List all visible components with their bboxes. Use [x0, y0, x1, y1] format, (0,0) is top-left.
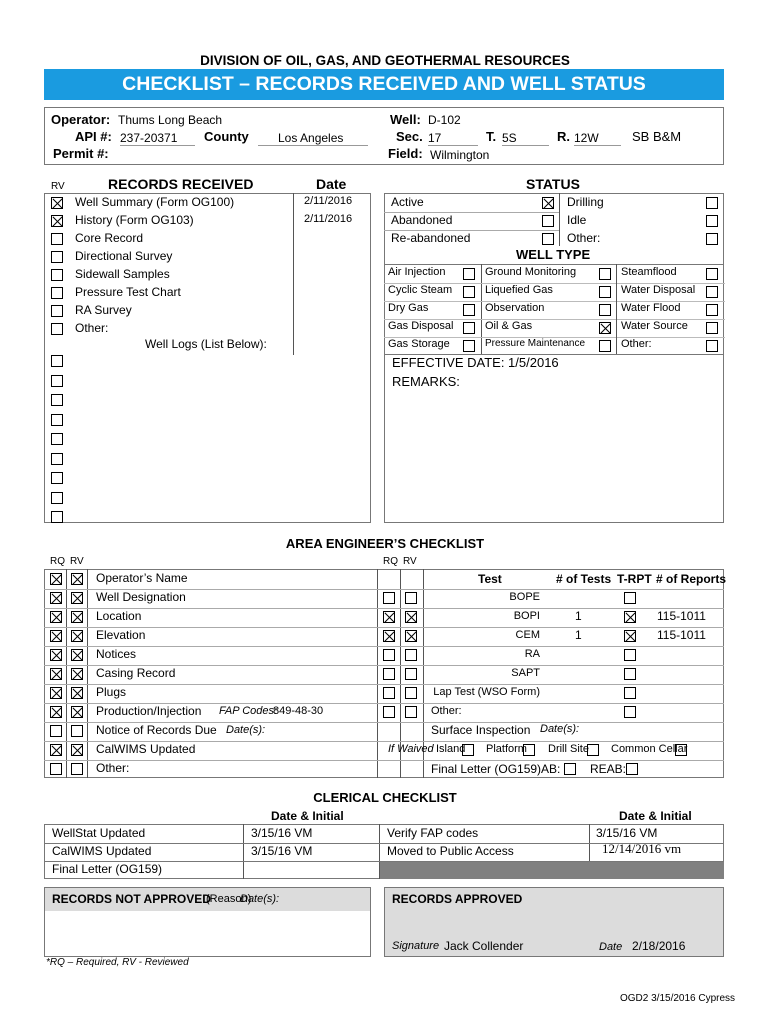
- r-label: R.: [557, 129, 570, 144]
- rq-checkbox[interactable]: [50, 725, 62, 737]
- status-label: Idle: [567, 213, 587, 227]
- form-title: CHECKLIST – RECORDS RECEIVED AND WELL STATUS: [122, 73, 646, 95]
- island-label: Island: [436, 743, 466, 755]
- clerical-title: CLERICAL CHECKLIST: [313, 790, 457, 805]
- well-value: D-102: [428, 113, 461, 127]
- date-column-title: Date: [316, 176, 347, 192]
- reason-label: (Reason): [206, 893, 252, 905]
- rv-checkbox[interactable]: [71, 649, 83, 661]
- test-rv-checkbox[interactable]: [405, 592, 417, 604]
- test-reports: 115-1011: [657, 628, 706, 642]
- t-label: T.: [486, 129, 497, 144]
- test-rq-checkbox[interactable]: [383, 611, 395, 623]
- clerical-item-label: Final Letter (OG159): [52, 862, 163, 876]
- records-received-title: RECORDS RECEIVED: [108, 176, 254, 192]
- rv-checkbox[interactable]: [71, 611, 83, 623]
- footnote: *RQ – Required, RV - Reviewed: [46, 957, 189, 968]
- status-label: Re-abandoned: [391, 231, 471, 245]
- clerical-shaded-cell: [380, 862, 724, 879]
- rv-checkbox[interactable]: [71, 744, 83, 756]
- final-letter-label: Final Letter (OG159): [431, 762, 542, 776]
- trpt-header: T-RPT: [617, 572, 652, 586]
- record-checkbox[interactable]: [51, 305, 63, 317]
- rq-checkbox[interactable]: [50, 687, 62, 699]
- trpt-checkbox[interactable]: [624, 630, 636, 642]
- sec-value: 17: [428, 131, 478, 146]
- t-value: 5S: [502, 131, 549, 146]
- effective-date: EFFECTIVE DATE: 1/5/2016: [392, 355, 559, 370]
- test-rq-checkbox[interactable]: [383, 668, 395, 680]
- well-log-checkbox[interactable]: [51, 433, 63, 445]
- base-meridian: SB B&M: [632, 129, 682, 144]
- record-checkbox[interactable]: [51, 269, 63, 281]
- well-logs-label: Well Logs (List Below):: [145, 337, 267, 351]
- well-log-checkbox[interactable]: [51, 453, 63, 465]
- record-checkbox[interactable]: [51, 233, 63, 245]
- status-title: STATUS: [526, 176, 580, 192]
- common-cellar-label: Common Cellar: [611, 743, 688, 755]
- county-label: County: [204, 129, 249, 144]
- test-rv-checkbox[interactable]: [405, 630, 417, 642]
- clerical-item-label: CalWIMS Updated: [52, 844, 152, 858]
- well-type-checkbox[interactable]: [463, 304, 475, 316]
- record-date: 2/11/2016: [304, 195, 353, 207]
- trpt-checkbox[interactable]: [624, 668, 636, 680]
- division-heading: DIVISION OF OIL, GAS, AND GEOTHERMAL RESOURCES: [200, 53, 570, 68]
- not-approved-label: RECORDS NOT APPROVED: [52, 892, 211, 906]
- not-approved-dates-label: Date(s):: [240, 893, 280, 905]
- engineer-item-label: Production/Injection: [96, 704, 202, 718]
- test-name: BOPE: [509, 591, 540, 603]
- rv-checkbox[interactable]: [71, 573, 83, 585]
- well-type-checkbox[interactable]: [706, 304, 718, 316]
- rv-checkbox[interactable]: [71, 763, 83, 775]
- well-type-label: Observation: [485, 302, 545, 314]
- well-type-checkbox[interactable]: [706, 322, 718, 334]
- test-name: BOPI: [513, 610, 540, 622]
- engineer-item-label: Plugs: [96, 685, 127, 699]
- clerical-item-value: 3/15/16 VM: [251, 844, 313, 858]
- clerical-item-value: 12/14/2016 vm: [602, 841, 682, 856]
- field-label: Field:: [388, 146, 423, 161]
- fap-codes-value: 849-48-30: [273, 705, 324, 717]
- num-tests-header: # of Tests: [556, 572, 612, 586]
- well-log-checkbox[interactable]: [51, 492, 63, 504]
- clerical-item-value: 3/15/16 VM: [251, 826, 313, 840]
- clerical-date-initial-left: Date & Initial: [271, 809, 344, 823]
- platform-checkbox[interactable]: [523, 744, 535, 756]
- operator-label: Operator:: [51, 112, 111, 127]
- engineer-item-label: Other:: [96, 761, 130, 775]
- engineer-item-label: Notice of Records Due: [96, 723, 217, 737]
- well-type-checkbox[interactable]: [599, 322, 611, 334]
- well-type-label: Water Source: [621, 320, 688, 332]
- rq-column-label-right: RQ: [383, 556, 398, 567]
- well-type-checkbox[interactable]: [463, 268, 475, 280]
- well-type-label: Steamflood: [621, 266, 677, 278]
- rq-checkbox[interactable]: [50, 706, 62, 718]
- clerical-date-initial-right: Date & Initial: [619, 809, 692, 823]
- well-type-checkbox[interactable]: [599, 286, 611, 298]
- well-type-label: Air Injection: [388, 266, 446, 278]
- test-header: Test: [478, 572, 502, 586]
- rq-checkbox[interactable]: [50, 744, 62, 756]
- record-date: 2/11/2016: [304, 213, 353, 225]
- test-rv-checkbox[interactable]: [405, 687, 417, 699]
- rq-checkbox[interactable]: [50, 592, 62, 604]
- test-rq-checkbox[interactable]: [383, 630, 395, 642]
- well-log-checkbox[interactable]: [51, 414, 63, 426]
- rq-checkbox[interactable]: [50, 630, 62, 642]
- surface-inspection-label: Surface Inspection: [431, 723, 531, 737]
- records-due-dates: Date(s):: [226, 724, 266, 736]
- test-name: CEM: [515, 629, 540, 641]
- engineer-item-label: Operator’s Name: [96, 571, 188, 585]
- record-checkbox[interactable]: [51, 287, 63, 299]
- status-label: Abandoned: [391, 213, 453, 227]
- approval-date-label: Date: [599, 941, 623, 953]
- num-reports-header: # of Reports: [656, 572, 727, 586]
- test-name: RA: [524, 648, 540, 660]
- status-label: Drilling: [567, 195, 604, 209]
- test-rq-checkbox[interactable]: [383, 592, 395, 604]
- record-label: Sidewall Samples: [75, 267, 170, 281]
- record-label: Core Record: [75, 231, 144, 245]
- well-type-checkbox[interactable]: [463, 286, 475, 298]
- rv-column-label: RV: [51, 181, 65, 192]
- platform-label: Platform: [486, 743, 527, 755]
- trpt-checkbox[interactable]: [624, 687, 636, 699]
- if-waived-label: If Waived: [388, 743, 434, 755]
- well-type-label: Oil & Gas: [485, 320, 533, 332]
- rv-checkbox[interactable]: [71, 668, 83, 680]
- well-type-label: Liquefied Gas: [485, 284, 553, 296]
- well-type-label: Pressure Maintenance: [485, 338, 586, 349]
- clerical-item-label: WellStat Updated: [52, 826, 146, 840]
- well-type-label: Ground Monitoring: [485, 266, 577, 278]
- engineer-item-label: Casing Record: [96, 666, 176, 680]
- well-type-checkbox[interactable]: [706, 286, 718, 298]
- record-checkbox[interactable]: [51, 215, 63, 227]
- engineer-item-label: Location: [96, 609, 142, 623]
- drill-site-label: Drill Site: [548, 743, 589, 755]
- approved-label: RECORDS APPROVED: [392, 892, 523, 906]
- approval-date-value: 2/18/2016: [632, 939, 686, 953]
- record-checkbox[interactable]: [51, 251, 63, 263]
- form-footer: OGD2 3/15/2016 Cypress: [620, 993, 736, 1004]
- well-log-checkbox[interactable]: [51, 472, 63, 484]
- r-value: 12W: [574, 131, 621, 146]
- test-rq-checkbox[interactable]: [383, 687, 395, 699]
- well-type-label: Dry Gas: [388, 302, 429, 314]
- clerical-item-value: 3/15/16 VM: [596, 826, 658, 840]
- test-rv-checkbox[interactable]: [405, 706, 417, 718]
- ab-label: AB:: [541, 762, 561, 776]
- well-type-label: Other:: [621, 338, 652, 350]
- rq-column-label: RQ: [50, 556, 65, 567]
- rv-column-label: RV: [70, 556, 84, 567]
- area-engineer-title: AREA ENGINEER’S CHECKLIST: [285, 536, 485, 551]
- common-cellar-checkbox[interactable]: [675, 744, 687, 756]
- ab-checkbox[interactable]: [564, 763, 576, 775]
- test-name: SAPT: [511, 667, 540, 679]
- signature-label: Signature: [392, 940, 440, 952]
- status-checkbox[interactable]: [542, 233, 554, 245]
- rv-checkbox[interactable]: [71, 687, 83, 699]
- rq-checkbox[interactable]: [50, 611, 62, 623]
- county-value: Los Angeles: [258, 131, 368, 146]
- trpt-checkbox[interactable]: [624, 611, 636, 623]
- test-rq-checkbox[interactable]: [383, 706, 395, 718]
- engineer-item-label: Well Designation: [96, 590, 186, 604]
- record-label: Well Summary (Form OG100): [75, 195, 235, 209]
- title-banner: [44, 69, 724, 100]
- surface-inspection-dates: Date(s):: [540, 723, 580, 735]
- test-name: Lap Test (WSO Form): [433, 686, 540, 698]
- test-count: 1: [575, 609, 582, 623]
- field-value: Wilmington: [430, 148, 490, 162]
- status-label: Other:: [567, 231, 601, 245]
- well-type-label: Water Flood: [621, 302, 681, 314]
- well-type-label: Gas Storage: [388, 338, 450, 350]
- well-type-label: Cyclic Steam: [388, 284, 453, 296]
- rv-column-label-right: RV: [403, 556, 417, 567]
- record-checkbox[interactable]: [51, 323, 63, 335]
- reab-label: REAB:: [590, 762, 627, 776]
- status-checkbox[interactable]: [706, 197, 718, 209]
- well-log-checkbox[interactable]: [51, 394, 63, 406]
- clerical-item-label: Moved to Public Access: [387, 844, 514, 858]
- rv-checkbox[interactable]: [71, 630, 83, 642]
- record-label: History (Form OG103): [75, 213, 194, 227]
- api-label: API #:: [75, 129, 112, 144]
- trpt-checkbox[interactable]: [624, 649, 636, 661]
- island-checkbox[interactable]: [462, 744, 474, 756]
- operator-value: Thums Long Beach: [118, 113, 223, 127]
- well-type-checkbox[interactable]: [599, 304, 611, 316]
- api-value: 237-20371: [120, 131, 195, 146]
- well-type-checkbox[interactable]: [463, 322, 475, 334]
- permit-label: Permit #:: [53, 146, 109, 161]
- status-checkbox[interactable]: [706, 233, 718, 245]
- well-type-label: Water Disposal: [621, 284, 696, 296]
- rv-checkbox[interactable]: [71, 706, 83, 718]
- well-label: Well:: [390, 112, 421, 127]
- test-count: 1: [575, 628, 582, 642]
- well-type-title: WELL TYPE: [516, 247, 591, 262]
- well-log-checkbox[interactable]: [51, 355, 63, 367]
- well-type-label: Gas Disposal: [388, 320, 454, 332]
- fap-codes-label: FAP Codes:: [219, 705, 278, 717]
- rq-checkbox[interactable]: [50, 668, 62, 680]
- test-rq-checkbox[interactable]: [383, 649, 395, 661]
- signature-value: Jack Collender: [444, 939, 524, 953]
- well-log-checkbox[interactable]: [51, 375, 63, 387]
- well-log-checkbox[interactable]: [51, 511, 63, 523]
- rq-checkbox[interactable]: [50, 763, 62, 775]
- drill-site-checkbox[interactable]: [587, 744, 599, 756]
- record-label: Pressure Test Chart: [75, 285, 181, 299]
- status-checkbox[interactable]: [542, 197, 554, 209]
- well-type-checkbox[interactable]: [599, 268, 611, 280]
- status-checkbox[interactable]: [706, 215, 718, 227]
- rq-checkbox[interactable]: [50, 573, 62, 585]
- test-rv-checkbox[interactable]: [405, 649, 417, 661]
- engineer-item-label: Elevation: [96, 628, 146, 642]
- record-label: Directional Survey: [75, 249, 173, 263]
- remarks-label: REMARKS:: [392, 374, 460, 389]
- test-name: Other:: [431, 705, 462, 717]
- well-type-checkbox[interactable]: [463, 340, 475, 352]
- rv-checkbox[interactable]: [71, 725, 83, 737]
- trpt-checkbox[interactable]: [624, 592, 636, 604]
- test-reports: 115-1011: [657, 609, 706, 623]
- sec-label: Sec.: [396, 129, 423, 144]
- trpt-checkbox[interactable]: [624, 706, 636, 718]
- test-rv-checkbox[interactable]: [405, 668, 417, 680]
- well-type-checkbox[interactable]: [706, 268, 718, 280]
- engineer-item-label: CalWIMS Updated: [96, 742, 196, 756]
- record-label: RA Survey: [75, 303, 132, 317]
- rv-checkbox[interactable]: [71, 592, 83, 604]
- clerical-item-label: Verify FAP codes: [387, 826, 479, 840]
- well-type-checkbox[interactable]: [706, 340, 718, 352]
- engineer-item-label: Notices: [96, 647, 137, 661]
- status-label: Active: [391, 195, 424, 209]
- record-checkbox[interactable]: [51, 197, 63, 209]
- reab-checkbox[interactable]: [626, 763, 638, 775]
- well-type-checkbox[interactable]: [599, 340, 611, 352]
- rq-checkbox[interactable]: [50, 649, 62, 661]
- record-label: Other:: [75, 321, 109, 335]
- status-checkbox[interactable]: [542, 215, 554, 227]
- test-rv-checkbox[interactable]: [405, 611, 417, 623]
